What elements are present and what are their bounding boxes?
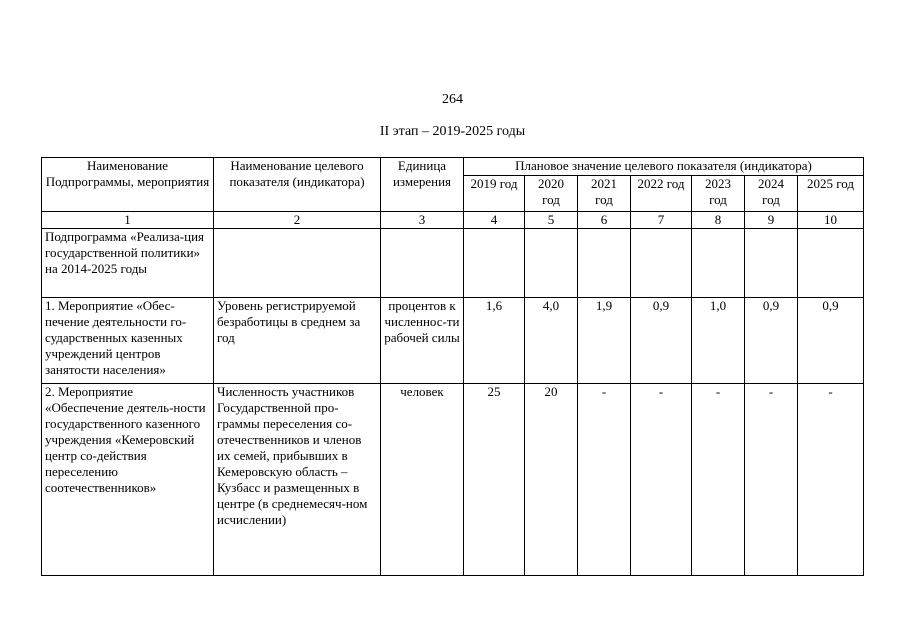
page-number: 264 (442, 92, 463, 107)
row-value: 0,9 (745, 298, 798, 384)
row-value (631, 229, 692, 298)
row-name: 2. Мероприятие «Обеспечение деятель-ности государственного казенного учреждения «Кемеровский центр со-действия переселению соотечественников» (42, 384, 214, 576)
row-value: - (631, 384, 692, 576)
table-row-measure-2 (42, 384, 864, 576)
row-value: 20 (525, 384, 578, 576)
indicator-table (41, 157, 864, 576)
header-year: 2022 год (631, 176, 692, 212)
row-value: - (745, 384, 798, 576)
row-value (525, 229, 578, 298)
column-number: 7 (631, 212, 692, 229)
row-value (692, 229, 745, 298)
header-year: 2025 год (798, 176, 864, 212)
column-number: 6 (578, 212, 631, 229)
column-number: 5 (525, 212, 578, 229)
row-indicator: Уровень регистрируемой безработицы в среднем за год (214, 298, 381, 384)
row-indicator (214, 229, 381, 298)
column-number: 3 (381, 212, 464, 229)
row-value: 1,9 (578, 298, 631, 384)
row-value (464, 229, 525, 298)
header-year: 2024 год (745, 176, 798, 212)
column-number: 4 (464, 212, 525, 229)
row-value: 0,9 (798, 298, 864, 384)
row-value: 1,6 (464, 298, 525, 384)
table-row-subprogram (42, 229, 864, 298)
row-indicator: Численность участников Государственной про-граммы переселения со-отечественников и членов их семей, прибывших в Кемеровскую область – Кузбасс и размещенных в центре (в среднемесяч-ном исчислении) (214, 384, 381, 576)
stage-title: II этап – 2019-2025 годы (379, 124, 526, 139)
header-year: 2019 год (464, 176, 525, 212)
row-value: 25 (464, 384, 525, 576)
header-plan-group: Плановое значение целевого показателя (индикатора) (464, 158, 864, 176)
header-col2: Наименование целевого показателя (индикатора) (214, 158, 381, 212)
row-value (745, 229, 798, 298)
row-unit: процентов к численнос-ти рабочей силы (381, 298, 464, 384)
row-unit (381, 229, 464, 298)
column-number-row (42, 212, 864, 229)
row-value: 4,0 (525, 298, 578, 384)
table-row-measure-1 (42, 298, 864, 384)
row-value: 0,9 (631, 298, 692, 384)
row-value (798, 229, 864, 298)
column-number: 10 (798, 212, 864, 229)
row-name: 1. Мероприятие «Обес-печение деятельности го-сударственных казенных учреждений центров занятости населения» (42, 298, 214, 384)
header-year: 2021 год (578, 176, 631, 212)
column-number: 8 (692, 212, 745, 229)
row-value: - (578, 384, 631, 576)
header-col1: Наименование Подпрограммы, мероприятия (42, 158, 214, 212)
row-unit: человек (381, 384, 464, 576)
column-number: 9 (745, 212, 798, 229)
row-value: - (692, 384, 745, 576)
header-row-1 (42, 158, 864, 176)
row-name: Подпрограмма «Реализа-ция государственной политики» на 2014-2025 годы (42, 229, 214, 298)
column-number: 1 (42, 212, 214, 229)
header-year: 2023 год (692, 176, 745, 212)
row-value (578, 229, 631, 298)
header-year: 2020 год (525, 176, 578, 212)
row-value: 1,0 (692, 298, 745, 384)
row-value: - (798, 384, 864, 576)
header-col3: Единица измерения (381, 158, 464, 212)
column-number: 2 (214, 212, 381, 229)
